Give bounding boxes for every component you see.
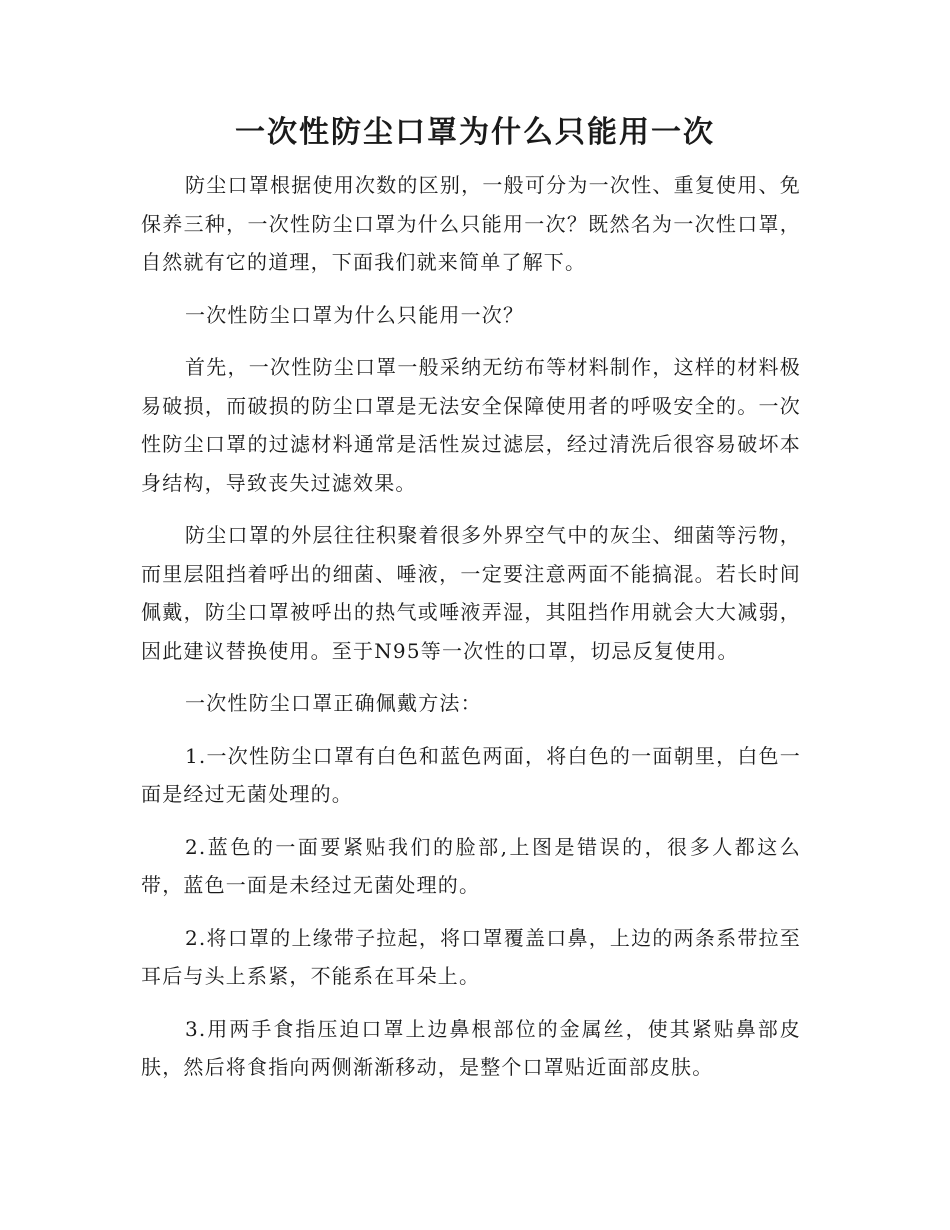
paragraph-step-2a: 2.蓝色的一面要紧贴我们的脸部,上图是错误的，很多人都这么带，蓝色一面是未经过无菌处理的。 bbox=[141, 834, 801, 897]
paragraph-method-heading: 一次性防尘口罩正确佩戴方法： bbox=[185, 691, 482, 715]
paragraph-intro: 防尘口罩根据使用次数的区别，一般可分为一次性、重复使用、免保养三种，一次性防尘口罩为什么只能用一次？既然名为一次性口罩，自然就有它的道理，下面我们就来简单了解下。 bbox=[141, 173, 801, 274]
paragraph-reason-layers: 防尘口罩的外层往往积聚着很多外界空气中的灰尘、细菌等污物，而里层阻挡着呼出的细菌、唾液，一定要注意两面不能搞混。若长时间佩戴，防尘口罩被呼出的热气或唾液弄湿，其阻挡作用就会大大减弱，因此建议替换使用。至于N95等一次性的口罩，切忌反复使用。 bbox=[141, 523, 801, 663]
paragraph-question: 一次性防尘口罩为什么只能用一次？ bbox=[185, 302, 525, 327]
paragraph-step-3: 3.用两手食指压迫口罩上边鼻根部位的金属丝，使其紧贴鼻部皮肤，然后将食指向两侧渐渐移动，是整个口罩贴近面部皮肤。 bbox=[141, 1016, 801, 1079]
paragraph-step-2b: 2.将口罩的上缘带子拉起，将口罩覆盖口鼻，上边的两条系带拉至耳后与头上系紧，不能系在耳朵上。 bbox=[141, 925, 801, 988]
paragraph-reason-material: 首先，一次性防尘口罩一般采纳无纺布等材料制作，这样的材料极易破损，而破损的防尘口罩是无法安全保障使用者的呼吸安全的。一次性防尘口罩的过滤材料通常是活性炭过滤层，经过清洗后很容易破坏本身结构，导致丧失过滤效果。 bbox=[141, 355, 801, 495]
paragraph-step-1: 1.一次性防尘口罩有白色和蓝色两面，将白色的一面朝里，白色一面是经过无菌处理的。 bbox=[141, 743, 801, 806]
document-title: 一次性防尘口罩为什么只能用一次 bbox=[235, 115, 715, 150]
document-body bbox=[141, 166, 801, 1101]
